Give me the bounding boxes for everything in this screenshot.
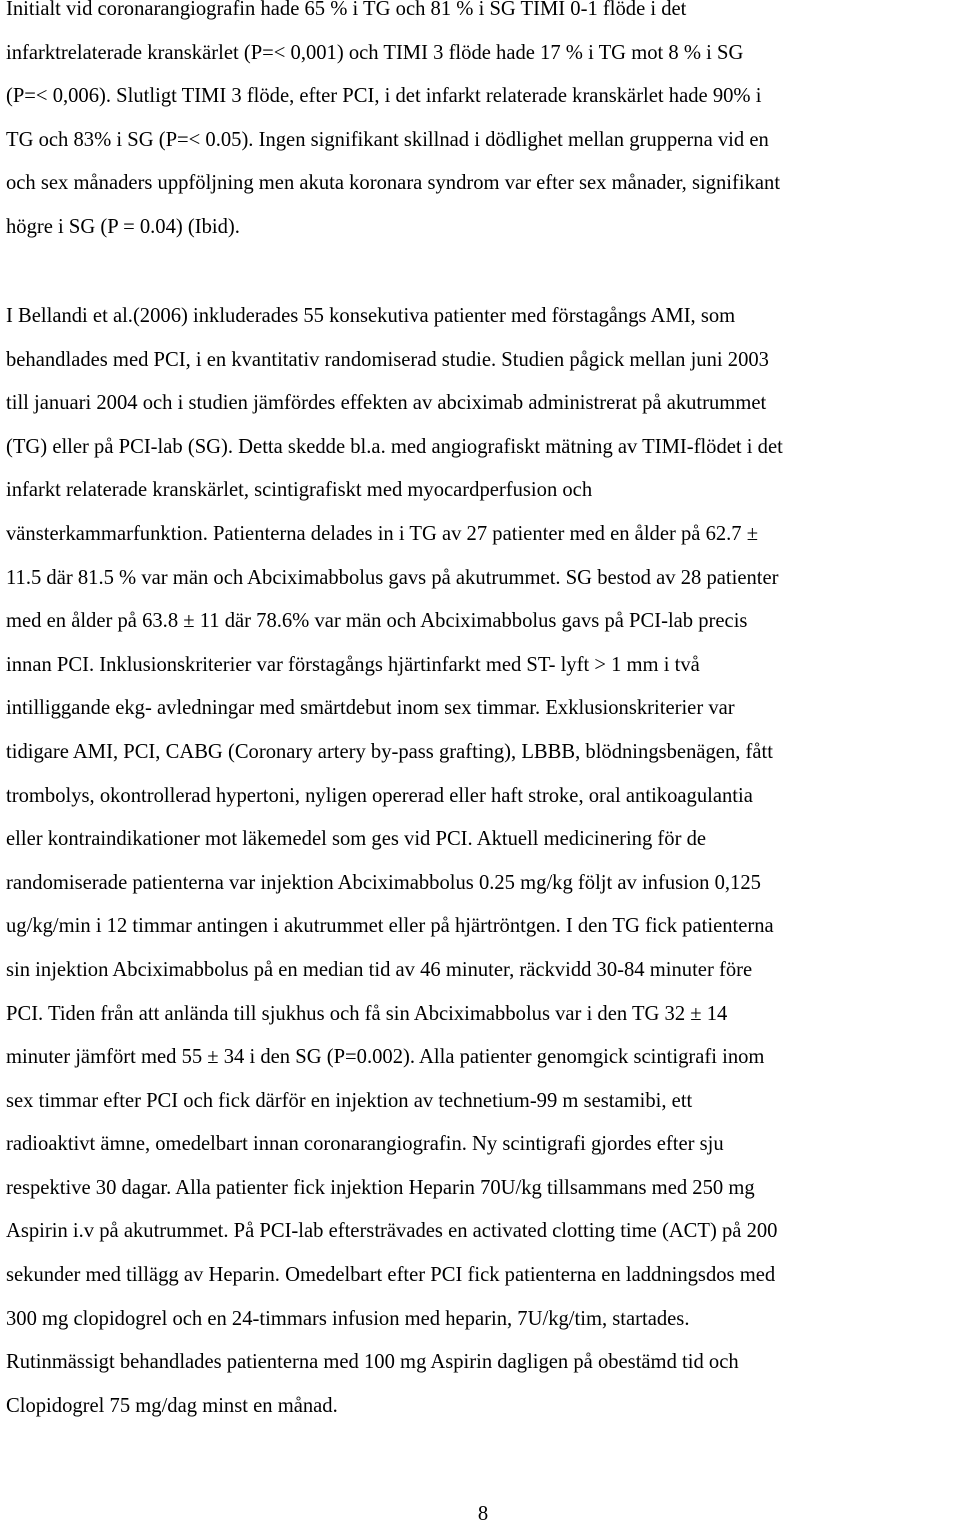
text-line: behandlades med PCI, i en kvantitativ randomiserad studie. Studien pågick mellan juni 2003	[6, 348, 769, 371]
text-line: sex timmar efter PCI och fick därför en injektion av technetium-99 m sestamibi, ett	[6, 1089, 693, 1112]
paragraph-bellandi-study	[6, 295, 956, 1428]
text-line: PCI. Tiden från att anlända till sjukhus och få sin Abciximabbolus var i den TG 32 ± 14	[6, 1002, 728, 1025]
text-line: Initialt vid coronarangiografin hade 65 % i TG och 81 % i SG TIMI 0-1 flöde i det	[6, 0, 687, 20]
text-line: randomiserade patienterna var injektion Abciximabbolus 0.25 mg/kg följt av infusion 0,125	[6, 871, 761, 894]
text-line: vänsterkammarfunktion. Patienterna delades in i TG av 27 patienter med en ålder på 62.7 ±	[6, 522, 759, 545]
text-line: 300 mg clopidogrel och en 24-timmars infusion med heparin, 7U/kg/tim, startades.	[6, 1307, 690, 1330]
page-number: 8	[477, 1503, 489, 1525]
text-line: sin injektion Abciximabbolus på en median tid av 46 minuter, räckvidd 30-84 minuter före	[6, 958, 753, 981]
text-line: tidigare AMI, PCI, CABG (Coronary artery by-pass grafting), LBBB, blödningsbenägen, fått	[6, 740, 773, 763]
text-line: infarktrelaterade kranskärlet (P=< 0,001) och TIMI 3 flöde hade 17 % i TG mot 8 % i SG	[6, 41, 744, 64]
text-line: Clopidogrel 75 mg/dag minst en månad.	[6, 1394, 338, 1417]
text-line: intilliggande ekg- avledningar med smärtdebut inom sex timmar. Exklusionskriterier var	[6, 697, 735, 720]
text-line: högre i SG (P = 0.04) (Ibid).	[6, 215, 240, 238]
text-line: trombolys, okontrollerad hypertoni, nyligen opererad eller haft stroke, oral antikoagulantia	[6, 784, 753, 807]
text-line: eller kontraindikationer mot läkemedel som ges vid PCI. Aktuell medicinering för de	[6, 828, 707, 851]
text-line: infarkt relaterade kranskärlet, scintigrafiskt med myocardperfusion och	[6, 479, 593, 502]
paragraph-timi-flow-results	[6, 0, 956, 250]
text-line: minuter jämfört med 55 ± 34 i den SG (P=0.002). Alla patienter genomgick scintigrafi inom	[6, 1046, 765, 1069]
text-line: (P=< 0,006). Slutligt TIMI 3 flöde, efter PCI, i det infarkt relaterade kranskärlet hade 90% i	[6, 85, 762, 108]
text-line: I Bellandi et al.(2006) inkluderades 55 konsekutiva patienter med förstagångs AMI, som	[6, 305, 736, 327]
text-line: med en ålder på 63.8 ± 11 där 78.6% var män och Abciximabbolus gavs på PCI-lab precis	[6, 610, 748, 633]
text-line: sekunder med tillägg av Heparin. Omedelbart efter PCI fick patienterna en laddningsdos med	[6, 1264, 776, 1287]
text-line: (TG) eller på PCI-lab (SG). Detta skedde bl.a. med angiografiskt mätning av TIMI-flödet i det	[6, 435, 783, 458]
text-line: innan PCI. Inklusionskriterier var förstagångs hjärtinfarkt med ST- lyft > 1 mm i två	[6, 653, 700, 676]
text-line: och sex månaders uppföljning men akuta koronara syndrom var efter sex månader, signifikant	[6, 172, 781, 195]
text-line: TG och 83% i SG (P=< 0.05). Ingen signifikant skillnad i dödlighet mellan grupperna vid en	[6, 128, 769, 151]
text-line: Aspirin i.v på akutrummet. På PCI-lab eftersträvades en activated clotting time (ACT) på 200	[6, 1220, 778, 1243]
text-line: 11.5 där 81.5 % var män och Abciximabbolus gavs på akutrummet. SG bestod av 28 patienter	[6, 566, 779, 589]
text-line: Rutinmässigt behandlades patienterna med 100 mg Aspirin dagligen på obestämd tid och	[6, 1351, 739, 1374]
text-line: respektive 30 dagar. Alla patienter fick injektion Heparin 70U/kg tillsammans med 250 mg	[6, 1176, 755, 1199]
text-line: till januari 2004 och i studien jämfördes effekten av abciximab administrerat på akutrummet	[6, 392, 767, 415]
text-line: ug/kg/min i 12 timmar antingen i akutrummet eller på hjärtröntgen. I den TG fick patienterna	[6, 915, 774, 938]
text-line: radioaktivt ämne, omedelbart innan coronarangiografin. Ny scintigrafi gjordes efter sju	[6, 1133, 724, 1156]
